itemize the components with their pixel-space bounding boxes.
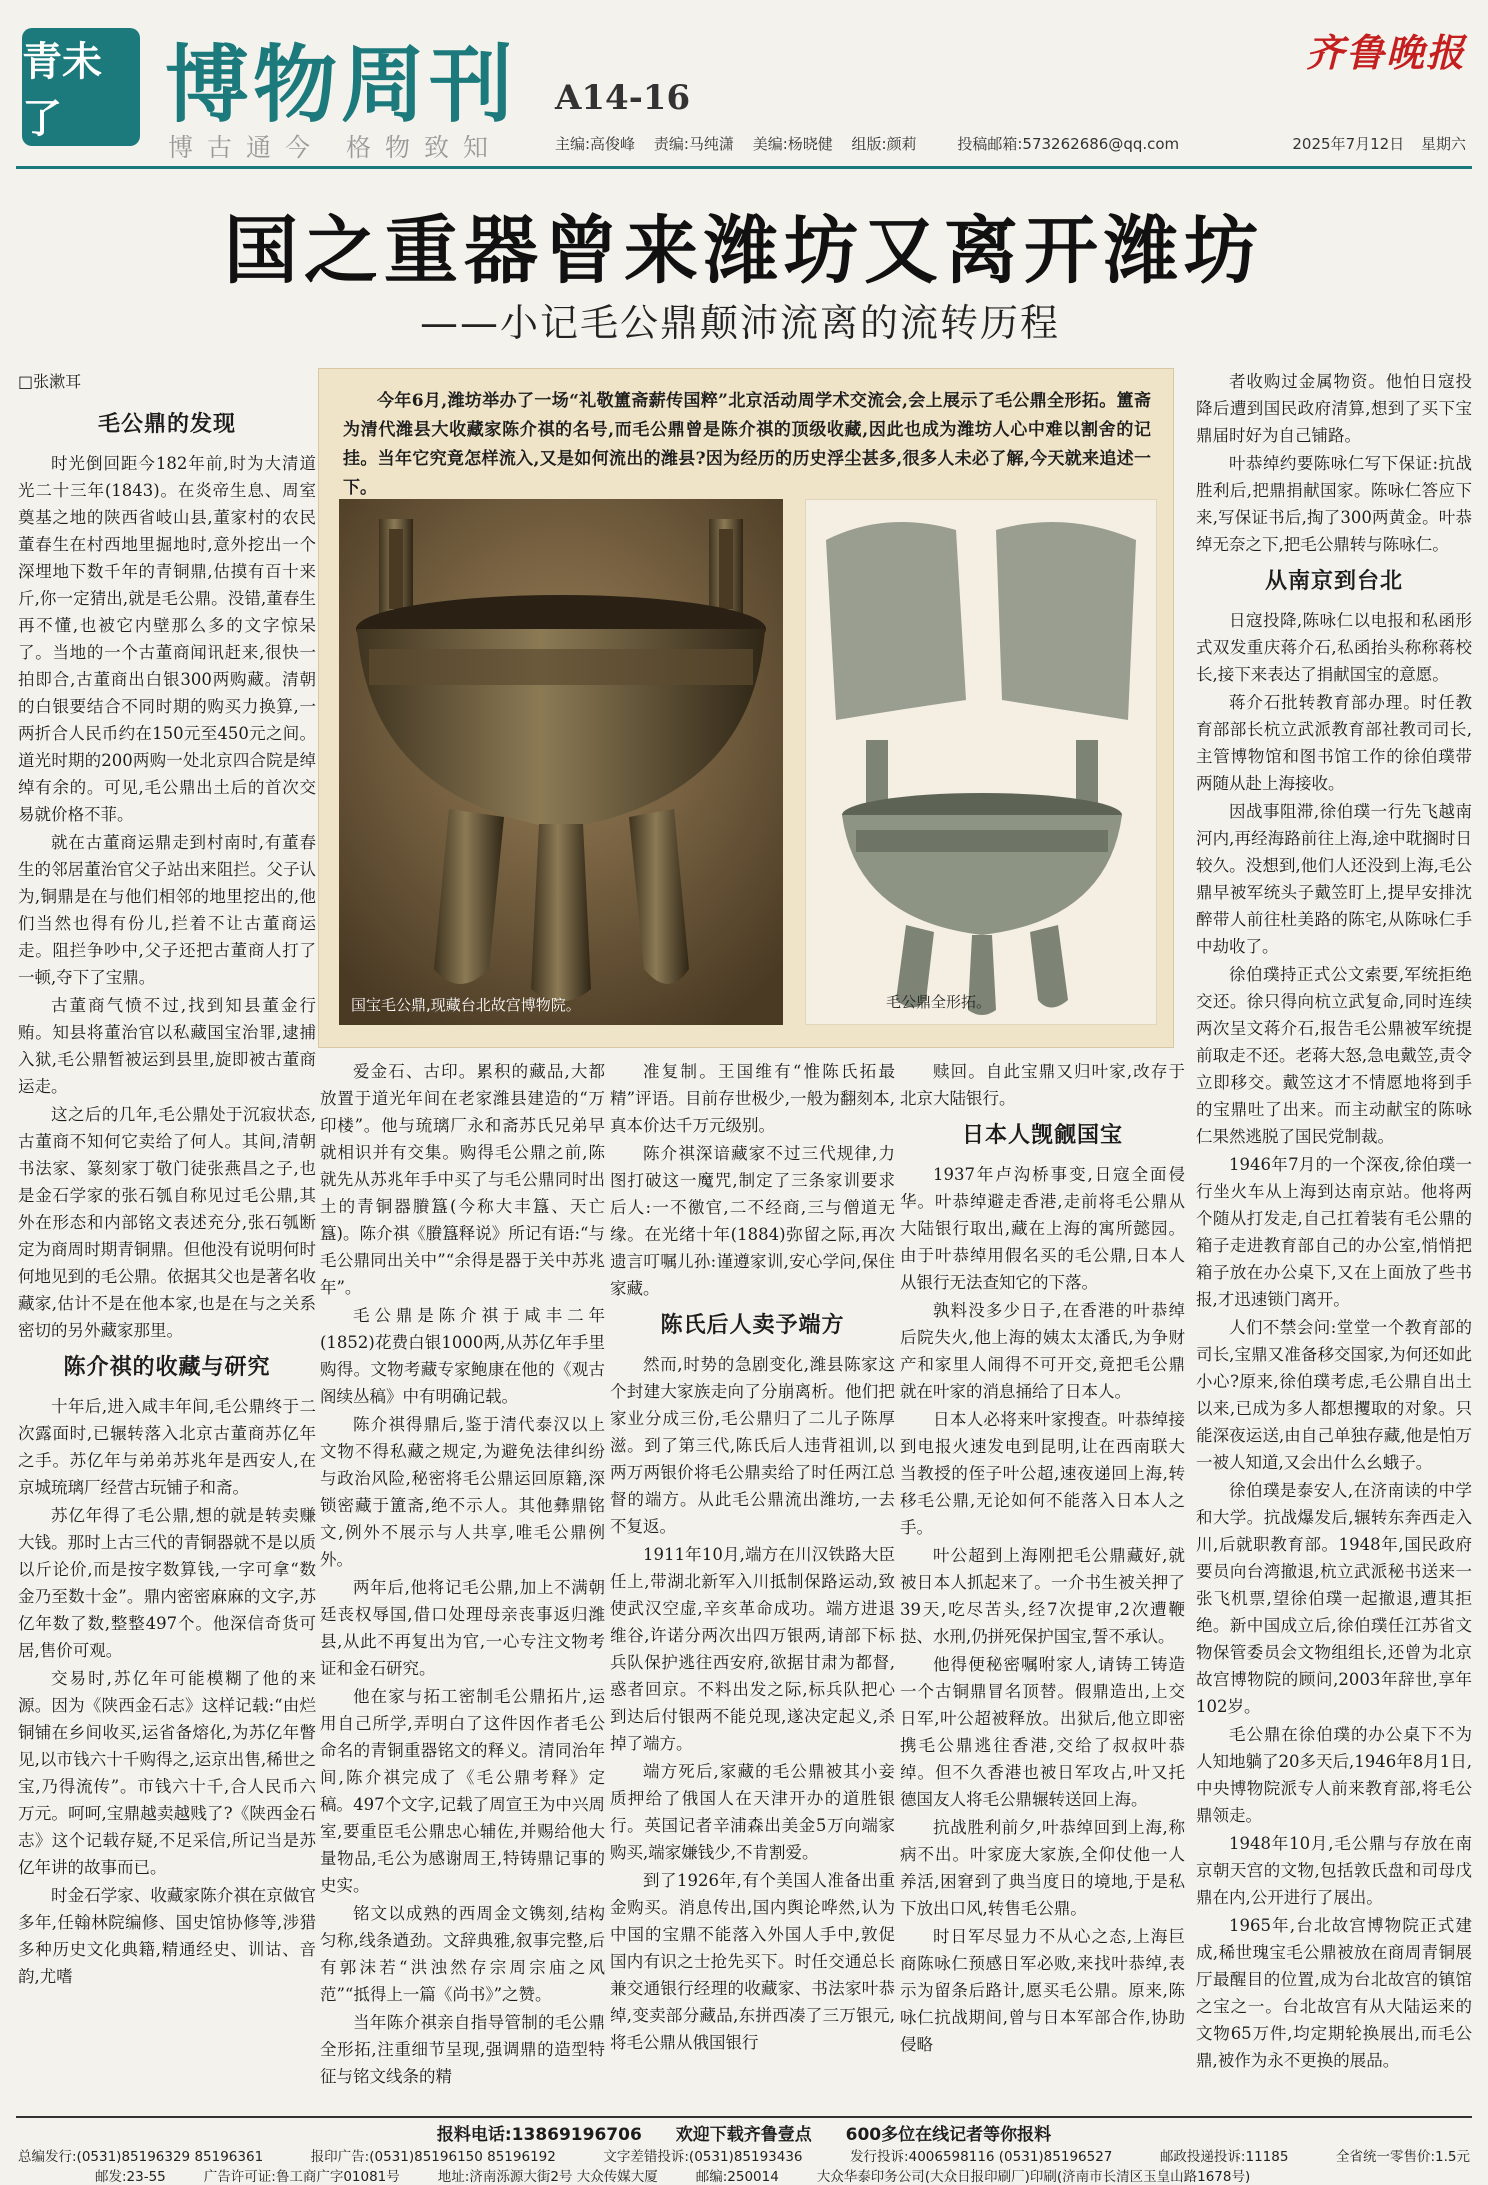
- paragraph: 时日军尽显力不从心之态,上海巨商陈咏仁预感日军必败,来找叶恭绰,表示为留条后路计,愿买毛公鼎。原来,陈咏仁抗战期间,曾与日本军部合作,协助侵略: [900, 1927, 1185, 2054]
- paragraph: 日本人必将来叶家搜查。叶恭绰接到电报火速发电到昆明,让在西南联大当教授的侄子叶公超,速夜递回上海,转移毛公鼎,无论如何不能落入日本人之手。: [900, 1410, 1185, 1537]
- section-title: 博物周刊: [165, 36, 518, 134]
- bronze-ding-illustration: [339, 499, 783, 1025]
- paragraph: 毛公鼎是陈介祺于咸丰二年(1852)花费白银1000两,从苏亿年手里购得。文物考藏专家鲍康在他的《观古阁续丛稿》中有明确记载。: [320, 1306, 605, 1406]
- footer-divider: [16, 2116, 1472, 2118]
- section-heading-sale: 陈氏后人卖予端方: [660, 1313, 845, 1338]
- paragraph: 时光倒回距今182年前,时为大清道光二十三年(1843)。在炎帝生息、周室奠基之地的陕西省岐山县,董家村的农民董春生在村西地里掘地时,意外挖出一个深埋地下数千年的青铜鼎,估摸有百十来斤,你一定猜出,就是毛公鼎。没错,董春生再不懂,也被它内壁那么多的文字惊呆了。当地的一个古董商闻讯赶来,很快一拍即合,古董商出白银300两购藏。清朝的白银要结合不同时期的购买力换算,一两折合人民币约在150元至450元之间。道光时期的200两购一处北京四合院是绰绰有余的。可见,毛公鼎出土后的首次交易就价格不菲。: [18, 454, 316, 824]
- ad-license: 广告许可证:鲁工商广字01081号: [203, 2169, 400, 2185]
- section-heading-discovery: 毛公鼎的发现: [97, 412, 236, 437]
- app-slogan: 欢迎下载齐鲁壹点: [675, 2125, 812, 2145]
- byline: □张漱耳: [18, 372, 82, 391]
- paragraph: 爱金石、古印。累积的藏品,大都放置于道光年间在老家潍县建造的“万印楼”。他与琉璃厂永和斋苏氏兄弟早就相识并有交集。购得毛公鼎之前,陈就先从苏兆年手中买了与毛公鼎同时出土的青铜器賸簋(今称大丰簋、天亡簋)。陈介祺《賸簋释说》所记有语:“与毛公鼎同出关中”“余得是器于关中苏兆年”。: [320, 1062, 605, 1297]
- paragraph: 陈介祺深谙藏家不过三代规律,力图打破这一魔咒,制定了三条家训要求后人:一不徼官,二不经商,三与僧道无缘。在光绪十年(1884)弥留之际,再次遗言叮嘱儿孙:谨遵家训,安心学问,保住家藏。: [610, 1144, 895, 1298]
- paragraph: 准复制。王国维有“惟陈氏拓最精”评语。目前存世极少,一般为翻刻本,真本价达千万元级别。: [610, 1062, 895, 1135]
- printer: 大众华泰印务公司(大众日报印刷厂)印刷(济南市长清区玉皇山路1678号): [816, 2169, 1251, 2185]
- editorial-credits: [555, 133, 1193, 154]
- paragraph: 毛公鼎在徐伯璞的办公桌下不为人知地躺了20多天后,1946年8月1日,中央博物院派专人前来教育部,将毛公鼎领走。: [1196, 1725, 1472, 1825]
- paragraph: 铭文以成熟的西周金文镌刻,结构匀称,线条遒劲。文辞典雅,叙事完整,后有郭沫若“洪浊然存宗周宗庙之风范”“抵得上一篇《尚书》”之赞。: [320, 1904, 605, 2004]
- paragraph: 因战事阻滞,徐伯璞一行先飞越南河内,再经海路前往上海,途中耽搁时日较久。没想到,他们人还没到上海,毛公鼎早被军统头子戴笠盯上,提早安排沈醉带人前往杜美路的陈宅,从陈咏仁手中劫收了。: [1196, 802, 1472, 956]
- column-3: [610, 1058, 895, 2110]
- paragraph: 时金石学家、收藏家陈介祺在京做官多年,任翰林院编修、国史馆协修等,涉猎多种历史文化典籍,精通经史、训诂、音韵,尤嗜: [18, 1886, 316, 1986]
- article-lead: 今年6月,潍坊举办了一场“礼敬簠斋薪传国粹”北京活动周学术交流会,会上展示了毛公鼎全形拓。簠斋为清代潍县大收藏家陈介祺的名号,而毛公鼎曾是陈介祺的顶级收藏,因此也成为潍坊人心中难以割舍的记挂。当年它究竟怎样流入,又是如何流出的潍县?因为经历的历史浮尘甚多,很多人未必了解,今天就来追述一下。: [343, 391, 1151, 498]
- section-heading-taipei: 从南京到台北: [1264, 569, 1403, 594]
- issue-date: 2025年7月12日: [1292, 135, 1405, 153]
- paragraph: 叶公超到上海刚把毛公鼎藏好,就被日本人抓起来了。一介书生被关押了39天,吃尽苦头,经7次提审,2次遭鞭挞、水刑,仍拼死保护国宝,誓不承认。: [900, 1546, 1185, 1646]
- paragraph: 抗战胜利前夕,叶恭绰回到上海,称病不出。叶家庞大家族,全仰仗他一人养活,困窘到了典当度日的境地,于是私下放出口风,转售毛公鼎。: [900, 1818, 1185, 1918]
- paragraph: 端方死后,家藏的毛公鼎被其小妾质押给了俄国人在天津开办的道胜银行。英国记者辛浦森出美金5万向端家购买,端家嫌钱少,不肯割爱。: [610, 1762, 895, 1862]
- paragraph: 十年后,进入咸丰年间,毛公鼎终于二次露面时,已辗转落入北京古董商苏亿年之手。苏亿年与弟弟苏兆年是西安人,在京城琉璃厂经营古玩铺子和斋。: [18, 1397, 316, 1497]
- layout-credit: 组版:颜莉: [851, 135, 917, 153]
- issue-weekday: 星期六: [1420, 135, 1466, 153]
- postal-phone: 邮政投递投诉:11185: [1159, 2149, 1289, 2165]
- page-number: A14-16: [555, 78, 691, 118]
- section-motto: 博古通今 格物致知: [168, 133, 502, 162]
- paragraph: 日寇投降,陈咏仁以电报和私函形式双发重庆蒋介石,私函抬头称称蒋校长,接下来表达了捐献国宝的意愿。: [1196, 611, 1472, 684]
- paragraph: 者收购过金属物资。他怕日寇投降后遭到国民政府清算,想到了买下宝鼎届时好为自己铺路。: [1196, 372, 1472, 445]
- paragraph: 1937年卢沟桥事变,日寇全面侵华。叶恭绰避走香港,走前将毛公鼎从大陆银行取出,藏在上海的寓所懿园。由于叶恭绰用假名买的毛公鼎,日本人从银行无法查知它的下落。: [900, 1165, 1185, 1292]
- section-heading-japan: 日本人觊觎国宝: [961, 1123, 1123, 1148]
- photo-caption-right: 毛公鼎全形拓。: [886, 993, 992, 1011]
- paragraph: 陈介祺得鼎后,鉴于清代泰汉以上文物不得私藏之规定,为避免法律纠纷与政治风险,秘密将毛公鼎运回原籍,深锁密藏于簠斋,绝不示人。其他彝鼎铭文,例外不展示与人共享,唯毛公鼎例外。: [320, 1415, 605, 1569]
- paragraph: 1911年10月,端方在川汉铁路大臣任上,带湖北新军入川抵制保路运动,致使武汉空虚,辛亥革命成功。端方进退维谷,许诺分两次出四万银两,请部下标兵队保护逃往西安府,欲据甘肃为都督,惑者回京。不料出发之际,标兵队把心到达后付银两不能兑现,遂决定起义,杀掉了端方。: [610, 1545, 895, 1753]
- paragraph: 这之后的几年,毛公鼎处于沉寂状态,古董商不知何它卖给了何人。其间,清朝书法家、篆刻家丁敬门徒张燕昌之子,也是金石学家的张石瓠自称见过毛公鼎,其外在形态和内部铭文表述充分,张石瓠断定为商周时期青铜鼎。但他没有说明何时何地见到的毛公鼎。依据其父也是著名收藏家,估计不是在他本家,也是在与之关系密切的另外藏家那里。: [18, 1105, 316, 1340]
- section-heading-collection: 陈介祺的收藏与研究: [63, 1355, 271, 1380]
- responsible-editor-credit: 责编:马纯潇: [653, 135, 734, 153]
- paragraph: 孰料没多少日子,在香港的叶恭绰后院失火,他上海的姨太太潘氏,为争财产和家里人闹得不可开交,竟把毛公鼎就在叶家的消息捅给了日本人。: [900, 1301, 1185, 1401]
- intro-box: [318, 368, 1174, 1048]
- paragraph: 徐伯璞是泰安人,在济南读的中学和大学。抗战爆发后,辗转东奔西走入川,后就职教育部。1948年,国民政府要员向台湾撤退,杭立武派秘书送来一张飞机票,望徐伯璞一起撤退,遭其拒绝。新中国成立后,徐伯璞任江苏省文物保管委员会文物组组长,还曾为北京故宫博物院的顾问,2003年辞世,享年102岁。: [1196, 1481, 1472, 1716]
- column-1: [18, 368, 316, 2110]
- rubbing-photo: [805, 499, 1157, 1025]
- zip-code: 邮编:250014: [695, 2169, 779, 2185]
- paragraph: 1965年,台北故宫博物院正式建成,稀世瑰宝毛公鼎被放在商周青铜展厅最醒目的位置,成为台北故宫的镇馆之宝之一。台北故宫有从大陆运来的文物65万件,均定期轮换展出,而毛公鼎,被作为永不更换的展品。: [1196, 1916, 1472, 2070]
- issue-phone: 总编发行:(0531)85196329 85196361: [18, 2149, 264, 2165]
- rubbing-illustration: [806, 500, 1158, 1026]
- paragraph: 徐伯璞持正式公文索要,军统拒绝交还。徐只得向杭立武复命,同时连续两次呈文蒋介石,报告毛公鼎被军统提前取走不还。老蒋大怒,急电戴笠,责令立即移交。戴笠这才不情愿地将到手的宝鼎吐了出来。而主动献宝的陈咏仁果然逃脱了国民党制裁。: [1196, 965, 1472, 1146]
- paragraph: 古董商气愤不过,找到知县董金行贿。知县将董治官以私藏国宝治罪,逮捕入狱,毛公鼎暂被运到县里,旋即被古董商运走。: [18, 996, 316, 1096]
- retail-price: 全省统一零售价:1.5元: [1335, 2149, 1470, 2165]
- hotline-number: 报料电话:13869196706: [436, 2125, 642, 2145]
- footer-publisher-info: [95, 2165, 1470, 2185]
- footer-hotline: [0, 2120, 1488, 2145]
- paragraph: 人们不禁会问:堂堂一个教育部的司长,宝鼎又准备移交国家,为何还如此小心?原来,徐伯璞考虑,毛公鼎自出土以来,已成为多人都想攫取的对象。只能深夜运送,由自己单独存藏,他是怕万一被人知道,又会出什么幺蛾子。: [1196, 1318, 1472, 1472]
- paragraph: 他在家与拓工密制毛公鼎拓片,运用自己所学,弄明白了这件因作者毛公命名的青铜重器铭文的释义。清同治年间,陈介祺完成了《毛公鼎考释》定稿。497个文字,记载了周宣王为中兴周室,要重臣毛公鼎忠心辅佐,并赐给他大量物品,毛公为感谢周王,特铸鼎记事的史实。: [320, 1687, 605, 1895]
- paragraph: 当年陈介祺亲自指导管制的毛公鼎全形拓,注重细节呈现,强调鼎的造型特征与铭文线条的精: [320, 2013, 605, 2086]
- article-headline: 国之重器曾来潍坊又离开潍坊: [224, 208, 1264, 294]
- photo-caption-left: 国宝毛公鼎,现藏台北故宫博物院。: [351, 996, 581, 1014]
- maogong-ding-photo: [339, 499, 783, 1025]
- distribution-phone: 发行投诉:4006598116 (0531)85196527: [850, 2149, 1113, 2165]
- column-4: [900, 1058, 1185, 2110]
- ads-phone: 报印广告:(0531)85196150 85196192: [310, 2149, 556, 2165]
- complaint-phone: 文字差错投诉:(0531)85193436: [603, 2149, 803, 2165]
- paragraph: 叶恭绰约要陈咏仁写下保证:抗战胜利后,把鼎捐献国家。陈咏仁答应下来,写保证书后,掏了300两黄金。叶恭绰无奈之下,把毛公鼎转与陈咏仁。: [1196, 454, 1472, 554]
- masthead-divider: [16, 166, 1472, 169]
- qingweiliao-logo: 青未了: [22, 28, 140, 146]
- column-5: [1196, 368, 1472, 2110]
- address: 地址:济南泺源大街2号 大众传媒大厦: [437, 2169, 658, 2185]
- paragraph: 1948年10月,毛公鼎与存放在南京朝天宫的文物,包括敦氏盘和司母戊鼎在内,公开进行了展出。: [1196, 1834, 1472, 1907]
- editor-credit: 主编:高俊峰: [555, 135, 636, 153]
- column-2: [320, 1058, 605, 2110]
- article-subheadline: ——小记毛公鼎颠沛流离的流转历程: [420, 301, 1061, 345]
- paragraph: 到了1926年,有个美国人准备出重金购买。消息传出,国内舆论哗然,认为中国的宝鼎不能落入外国人手中,敦促国内有识之士抢先买下。时任交通总长兼交通银行经理的收藏家、书法家叶恭绰,变卖部分藏品,东拼西凑了三万银元,将毛公鼎从俄国银行: [610, 1871, 895, 2052]
- reporter-slogan: 600多位在线记者等你报料: [845, 2125, 1052, 2145]
- paragraph: 赎回。自此宝鼎又归叶家,改存于北京大陆银行。: [900, 1062, 1185, 1108]
- paragraph: 就在古董商运鼎走到村南时,有董春生的邻居董治官父子站出来阻拦。父子认为,铜鼎是在与他们相邻的地里挖出的,他们当然也得有份儿,拦着不让古董商运走。阻拦争吵中,父子还把古董商人打了一顿,夺下了宝鼎。: [18, 833, 316, 987]
- art-editor-credit: 美编:杨晓健: [752, 135, 833, 153]
- paragraph: 然而,时势的急剧变化,潍县陈家这个封建大家族走向了分崩离析。他们把家业分成三份,毛公鼎归了二儿子陈厚滋。到了第三代,陈氏后人违背祖训,以两万两银价将毛公鼎卖给了时任两江总督的端方。从此毛公鼎流出潍坊,一去不复返。: [610, 1355, 895, 1536]
- paragraph: 交易时,苏亿年可能模糊了他的来源。因为《陕西金石志》这样记载:“由烂铜铺在乡间收买,运省备熔化,为苏亿年瞥见,以市钱六十千购得之,运京出售,稀世之宝,乃得流传”。市钱六十千,合人民币六万元。呵呵,宝鼎越卖越贱了?《陕西金石志》这个记载存疑,不足采信,所记当是苏亿年讲的故事而已。: [18, 1669, 316, 1877]
- submission-email[interactable]: 投稿邮箱:573262686@qq.com: [957, 135, 1180, 153]
- masthead: [0, 0, 1488, 175]
- paragraph: 两年后,他将记毛公鼎,加上不满朝廷丧权辱国,借口处理母亲丧事返归潍县,从此不再复出为官,一心专注文物考证和金石研究。: [320, 1578, 605, 1678]
- paragraph: 1946年7月的一个深夜,徐伯璞一行坐火车从上海到达南京站。他将两个随从打发走,自己扛着装有毛公鼎的箱子走进教育部自己的办公室,悄悄把箱子放在办公桌下,又在上面放了些书报,才迅速锁门离开。: [1196, 1155, 1472, 1309]
- paragraph: 苏亿年得了毛公鼎,想的就是转卖赚大钱。那时上古三代的青铜器就不是以质以斤论价,而是按字数算钱,一字可拿“数金乃至数十金”。鼎内密密麻麻的文字,苏亿年数了数,整整497个。他深信奇货可居,售价可观。: [18, 1506, 316, 1660]
- paragraph: 他得便秘密嘱咐家人,请铸工铸造一个古铜鼎冒名顶替。假鼎造出,上交日军,叶公超被释放。出狱后,他立即密携毛公鼎逃往香港,交给了叔叔叶恭绰。但不久香港也被日军攻占,叶又托德国友人将毛公鼎辗转送回上海。: [900, 1655, 1185, 1809]
- dateline: [1280, 133, 1466, 154]
- footer-contacts: [18, 2145, 1470, 2165]
- newspaper-logo: 齐鲁晚报: [1305, 30, 1466, 75]
- postcode: 邮发:23-55: [95, 2169, 166, 2185]
- paragraph: 蒋介石批转教育部办理。时任教育部部长杭立武派教育部社教司司长,主管博物馆和图书馆工作的徐伯璞带两随从赴上海接收。: [1196, 693, 1472, 793]
